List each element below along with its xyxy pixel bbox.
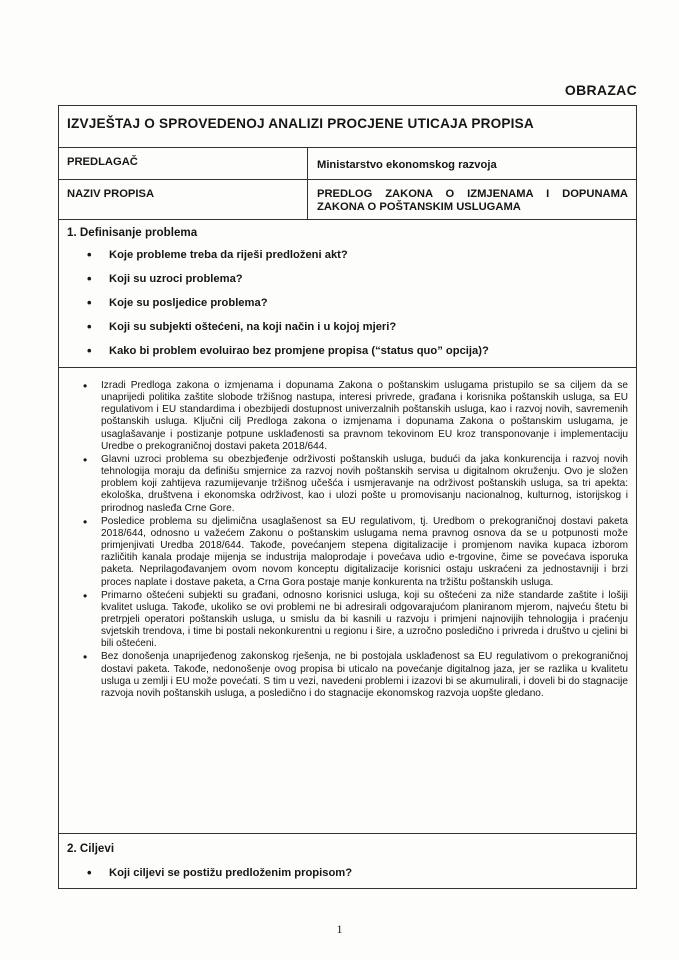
answer-text: Izradi Predloga zakona o izmjenama i dopunama Zakona o poštanskim uslugama pristupilo se sa ciljem da se unaprijedi politika zaštite slobode tržišnog nastupa, interesi privrede, građana i korisnika poštanskih usluga, sa EU regulativom i EU standardima i obezbijedi dostupnost univerzalnih poštanskih usluga, kao i razvoj novih, savremenih poštanskih usluga. Ključni cilj Predloga zakona o izmjenama i dopunama Zakona o poštanskim uslugama, je usaglašavanje i postizanje potpune usklađenosti sa pravnom tekovinom EU kroz transponovanje i implementaciju Uredbe o prekograničnoj dostavi paketa 2018/644. — [101, 380, 628, 452]
answer-paragraph — [81, 380, 628, 453]
regulation-value: PREDLOG ZAKONA O IZMJENAMA I DOPUNAMA ZAKONA O POŠTANSKIM USLUGAMA — [317, 188, 628, 213]
question-item — [85, 248, 489, 272]
section1-title: 1. Definisanje problema — [67, 226, 198, 239]
report-frame — [58, 105, 637, 889]
section1-header — [59, 220, 636, 368]
section1-answers — [81, 380, 628, 701]
question-text: Koji ciljevi se postižu predloženim propisom? — [109, 867, 353, 879]
section1-body — [59, 368, 636, 834]
column-divider — [307, 148, 308, 180]
answer-text: Posledice problema su djelimična usaglašenost sa EU regulativom, tj. Uredbom o prekograničnoj dostavi paketa 2018/644, odnosno u važećem Zakonu o poštanskim uslugama nema pravnog osnova da se u potpunosti može primjenjivati Uredba 2018/644. Takođe, povećanjem stepena digitalizacije i promjenom navika kupaca izborom različitih kanala prodaje mijenja se industrija maloprodaje i povećava udio e-trgovine, čime se povećava isporuka paketa. Neprilagođavanjem ovom novom konceptu digitalizacije korisnici ostaju uskraćeni za jednostavniji i brzi proces naplate i dostave paketa, a Crna Gora postaje manje konkurenta na tržištu poštanskih usluga. — [101, 515, 628, 588]
question-item — [85, 320, 489, 344]
answer-paragraph — [81, 590, 628, 651]
section2-questions — [85, 866, 352, 890]
regulation-label: NAZIV PROPISA — [67, 188, 155, 200]
proposer-row — [59, 148, 636, 180]
bullet-icon: • — [83, 379, 88, 393]
question-item — [85, 344, 489, 368]
section2-title: 2. Ciljevi — [67, 842, 115, 855]
question-item — [85, 866, 352, 890]
bullet-icon: • — [83, 650, 88, 665]
bullet-icon: • — [83, 514, 88, 529]
regulation-row — [59, 180, 636, 220]
bullet-icon: • — [87, 271, 92, 286]
answer-paragraph — [81, 454, 628, 515]
bullet-icon: • — [83, 588, 88, 603]
question-text: Koje su posljedice problema? — [109, 297, 268, 309]
answer-text: Bez donošenja unaprijeđenog zakonskog rješenja, ne bi postojala usklađenost sa EU regulativom o prekograničnoj dostavi paketa. Takođe, nedonošenje ovog propisa bi uticalo na povećanje digitalnog jaza, jer se razlika u kvalitetu usluga u zemlji i EU može povećati. S tim u vezi, navedeni problemi i izazovi bi se akumulirali, i doveli bi do stagnacije razvoja novih poštanskih usluga, a posledično i do stagnacije ekonomskog razvoja uopšte gledano. — [101, 651, 628, 699]
answer-text: Glavni uzroci problema su obezbjeđenje održivosti poštanskih usluga, budući da jaka konkurencija i razvoj novih tehnologija moraju da definišu smjernice za razvoj novih poštanskih servisa u digitalnom okruženju. Ovo je složen problem koji zahtijeva razumijevanje tržišnog učešća i usmjeravanje na održivost poštanskih usluga, sa tri apekta: ekološka, društvena i ekonomska održivost, kao i ulozi pošte u promovisanju nacionalnog, kulturnog, istorijskog i prirodnog nasleđa Crne Gore. — [101, 453, 628, 514]
bullet-icon: • — [83, 452, 88, 467]
bullet-icon: • — [87, 865, 92, 880]
column-divider — [307, 180, 308, 220]
answer-text: Primarno oštećeni subjekti su građani, odnosno korisnici usluga, koji su oštećeni za niže standarde zaštite i lošiji kvalitet usluga. Takođe, ukoliko se ovi problemi ne bi adresirali odgovarajućom planiranom mjerom, najveću štetu bi pretrpjeli operatori poštanskih usluga, u smislu da bi kasnili u razvoju i primjeni najnovijih tehnologija i praćenju svjetskih trendova, i time bi postali nekonkurentni u regionu i šire, a uzročno posledično i privreda i društvo u cjelini bi bili oštećeni. — [101, 589, 628, 650]
report-title: IZVJEŠTAJ O SPROVEDENOJ ANALIZI PROCJENE UTICAJA PROPISA — [67, 116, 534, 131]
answer-paragraph — [81, 651, 628, 700]
answer-paragraph — [81, 516, 628, 589]
question-text: Koje probleme treba da riješi predloženi akt? — [109, 249, 348, 261]
question-text: Koji su uzroci problema? — [109, 273, 243, 285]
proposer-label: PREDLAGAČ — [67, 156, 138, 168]
proposer-value: Ministarstvo ekonomskog razvoja — [317, 159, 497, 171]
section1-questions — [85, 248, 489, 368]
bullet-icon: • — [87, 343, 92, 358]
question-text: Kako bi problem evoluirao bez promjene propisa (“status quo” opcija)? — [109, 345, 489, 357]
bullet-icon: • — [87, 319, 92, 334]
bullet-icon: • — [87, 295, 92, 310]
question-item — [85, 296, 489, 320]
question-text: Koji su subjekti oštećeni, na koji način i u kojoj mjeri? — [109, 321, 397, 333]
page-number: 1 — [336, 922, 343, 936]
form-label: OBRAZAC — [564, 82, 637, 98]
bullet-icon: • — [87, 247, 92, 262]
section2-header — [59, 834, 636, 888]
title-row — [59, 106, 636, 148]
question-item — [85, 272, 489, 296]
